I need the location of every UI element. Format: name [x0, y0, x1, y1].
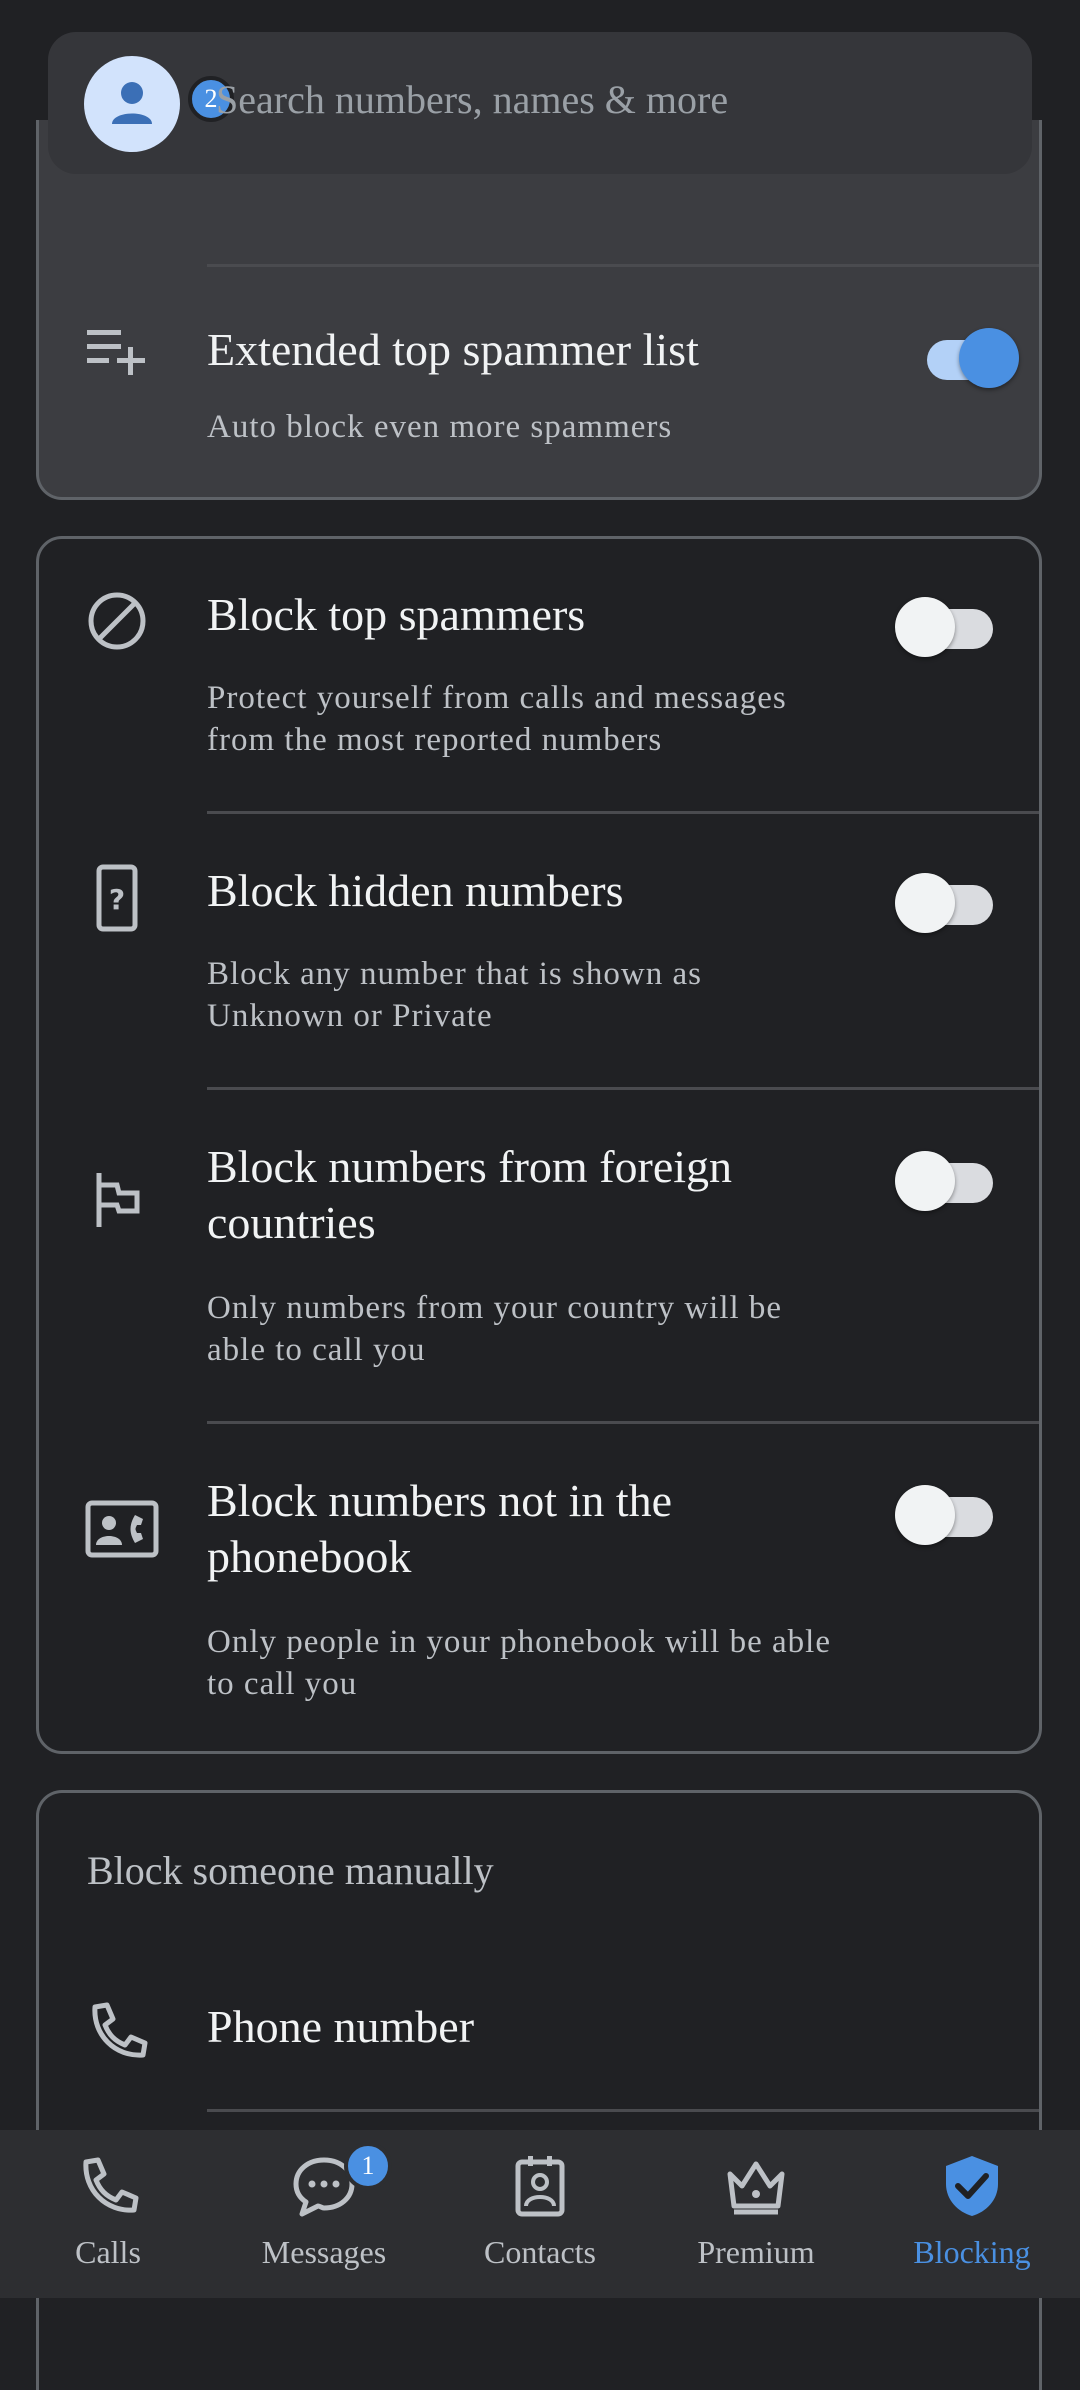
- hidden-number-icon: [85, 863, 149, 938]
- block-foreign-numbers-toggle[interactable]: [895, 1149, 995, 1213]
- messages-badge: 1: [344, 2142, 392, 2190]
- top-settings-card: [36, 120, 1042, 500]
- setting-title: Block top spammers: [207, 589, 586, 640]
- search-input[interactable]: Search numbers, names & more: [216, 77, 729, 122]
- section-heading: Block someone manually: [87, 1848, 494, 1893]
- setting-title: Block numbers from foreign countries: [207, 1141, 733, 1248]
- extended-spammer-toggle[interactable]: [919, 326, 1019, 390]
- shield-check-icon: [940, 2154, 1004, 2218]
- flag-icon: [85, 1167, 149, 1236]
- toggle-knob: [895, 597, 955, 657]
- phone-number-option[interactable]: Phone number: [207, 2001, 475, 2052]
- setting-description: Only numbers from your country will be able to call you: [207, 1290, 783, 1368]
- setting-description: Auto block even more spammers: [207, 409, 673, 445]
- bottom-navigation: [0, 2130, 1080, 2298]
- avatar[interactable]: [84, 56, 218, 152]
- nav-blocking[interactable]: [864, 2130, 1080, 2298]
- divider: [207, 1087, 1039, 1090]
- blocking-settings-card: [36, 536, 1042, 1754]
- manual-block-card: [36, 1790, 1042, 2390]
- svg-text:?: ?: [108, 883, 126, 916]
- toggle-knob: [959, 328, 1019, 388]
- block-icon: [85, 589, 149, 658]
- divider: [207, 2109, 1039, 2112]
- nav-label: Premium: [697, 2234, 815, 2270]
- nav-label: Blocking: [913, 2234, 1031, 2270]
- block-hidden-numbers-toggle[interactable]: [895, 871, 995, 935]
- block-top-spammers-toggle[interactable]: [895, 595, 995, 659]
- notification-badge: 2: [188, 76, 234, 122]
- divider: [207, 1421, 1039, 1424]
- toggle-knob: [895, 1151, 955, 1211]
- nav-messages[interactable]: [216, 2130, 432, 2298]
- divider: [207, 264, 1039, 267]
- divider: [207, 811, 1039, 814]
- contacts-icon: [508, 2154, 572, 2218]
- person-icon: [110, 80, 154, 128]
- setting-description: Only people in your phonebook will be able to call you: [207, 1624, 831, 1702]
- nav-label: Contacts: [484, 2234, 596, 2270]
- setting-description: Block any number that is shown as Unknown or Private: [207, 956, 702, 1034]
- contact-card-icon: [85, 1499, 159, 1564]
- setting-title: Block numbers not in the phonebook: [207, 1475, 673, 1582]
- search-bar[interactable]: [48, 32, 1032, 174]
- setting-description: Protect yourself from calls and messages from the most reported numbers: [207, 680, 787, 758]
- toggle-knob: [895, 1485, 955, 1545]
- nav-label: Calls: [75, 2234, 141, 2270]
- setting-title: Extended top spammer list: [207, 324, 699, 375]
- nav-calls[interactable]: [0, 2130, 216, 2298]
- toggle-knob: [895, 873, 955, 933]
- nav-label: Messages: [261, 2234, 387, 2270]
- phone-icon: [85, 1999, 149, 2068]
- nav-premium[interactable]: [648, 2130, 864, 2298]
- phone-icon: [76, 2154, 140, 2218]
- playlist-add-icon: [85, 326, 149, 381]
- crown-icon: [724, 2154, 788, 2218]
- setting-title: Block hidden numbers: [207, 865, 624, 916]
- block-not-in-phonebook-toggle[interactable]: [895, 1483, 995, 1547]
- nav-contacts[interactable]: [432, 2130, 648, 2298]
